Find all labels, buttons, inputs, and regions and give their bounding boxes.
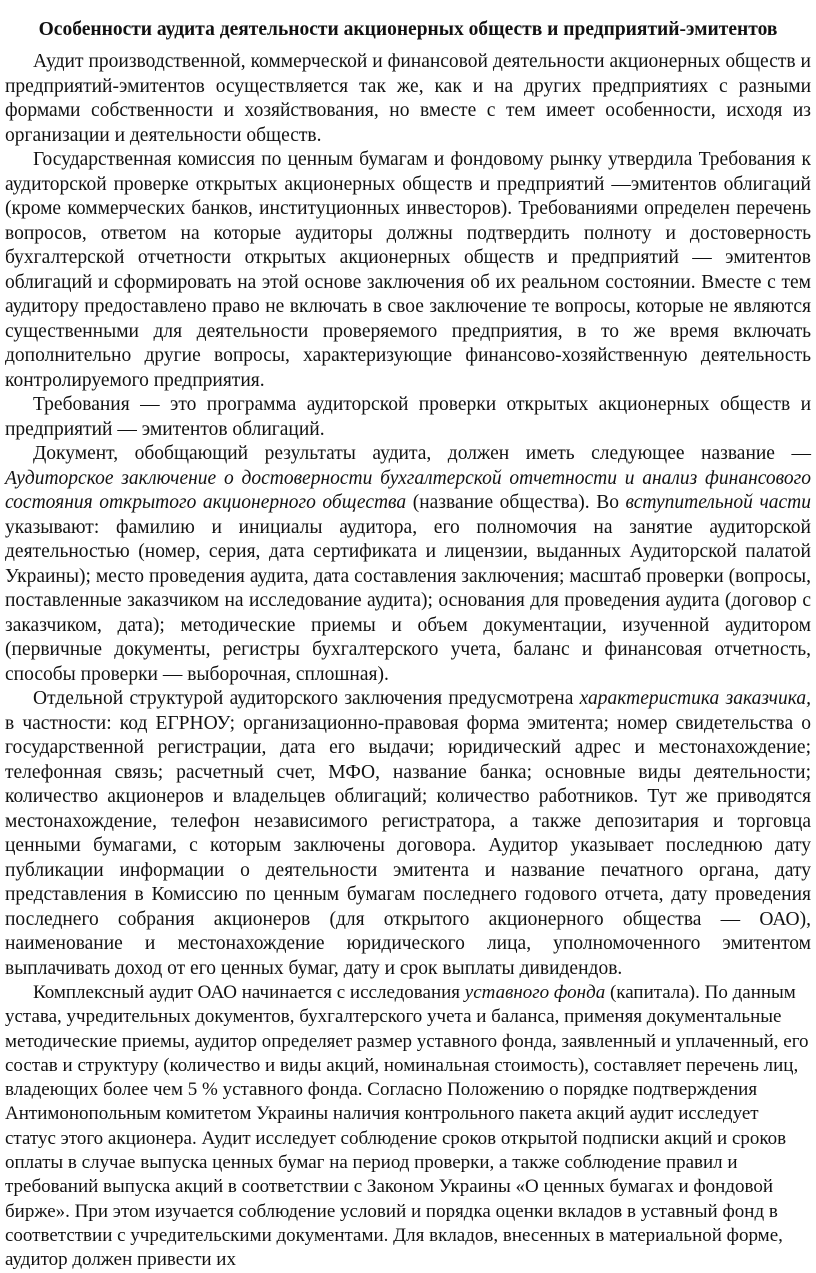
- document-title: Особенности аудита деятельности акционерных обществ и предприятий-эмитентов: [38, 19, 778, 40]
- italic-report-title: Аудиторское заключение о достоверности бухгалтерской отчетности и анализ финансового состояния открытого акционерного общества: [5, 467, 811, 513]
- paragraph-document-name: [5, 442, 811, 687]
- paragraph-intro: Аудит производственной, коммерческой и финансовой деятельности акционерных обществ и предприятий-эмитентов осуществляется так же, как и на других предприятиях с разными формами собственности и хозяйствования, но вместе с тем имеет особенности, исходя из организации и деятельности обществ.: [5, 51, 811, 146]
- paragraph-text: в частности: код ЕГРНОУ; организационно-правовая форма эмитента; номер свидетельства о государственной регистрации, дата его выдачи; юридический адрес и местонахождение; телефонная связь; расчетный счет, МФО, название банка; основные виды деятельности; количество акционеров и владельцев облигаций; количество работников. Тут же приводятся местонахождение, телефон независимого регистратора, а также депозитария и торговца ценными бумагами, с которым заключены договора. Аудитор указывает последнюю дату публикации информации о деятельности эмитента и название печатного органа, дату представления в Комиссию по ценным бумагам последнего годового отчета, дату проведения последнего собрания акционеров (для открытого акционерного общества — ОАО), наименование и местонахождение юридического лица, уполномоченного эмитентом выплачивать доход от его ценных бумаг, дату и срок выплаты дивидендов.: [5, 712, 811, 979]
- italic-customer-characteristic: характеристика заказчика,: [579, 688, 811, 709]
- paragraph-authorized-capital: [5, 981, 811, 1273]
- paragraph-text: (капитала). По данным устава, учредительных документов, бухгалтерского учета и баланса, применяя документальные методические приемы, аудитор определяет размер уставного фонда, заявленный и уплаченный, его состав и структуру (количество и виды акций, номинальная стоимость), составляет перечень лиц, владеющих более чем 5 % уставного фонда. Согласно Положению о порядке подтверждения Антимонопольным комитетом Украины наличия контрольного пакета акций аудит исследует статус этого акционера. Аудит исследует соблюдение сроков открытой подписки акций и сроков оплаты в случае выпуска ценных бумаг на период проверки, а также соблюдение правил и требований выпуска акций в соответствии с Законом Украины «О ценных бумагах и фондовой бирже». При этом изучается соблюдение условий и порядка оценки вкладов в уставный фонд в соответствии с учредительскими документами. Для вкладов, внесенных в материальной форме, аудитор должен привести их: [5, 982, 809, 1271]
- paragraph-commission-requirements: Государственная комиссия по ценным бумагам и фондовому рынку утвердила Требования к аудиторской проверке открытых акционерных обществ и предприятий —эмитентов облигаций (кроме коммерческих банков, институционных инвесторов). Требованиями определен перечень вопросов, ответом на которые аудиторы должны подтвердить полноту и достоверность бухгалтерской отчетности открытых акционерных обществ и предприятий — эмитентов облигаций и сформировать на этой основе заключения об их реальном состоянии. Вместе с тем аудитору предоставлено право не включать в свое заключение те вопросы, которые не являются существенными для деятельности проверяемого предприятия, в то же время включать дополнительно другие вопросы, характеризующие финансово-хозяйственную деятельность контролируемого предприятия.: [5, 149, 811, 391]
- paragraph-text: Документ, обобщающий результаты аудита, должен иметь следующее название —: [33, 443, 811, 464]
- paragraph-customer-characteristics: [5, 687, 811, 981]
- italic-introductory-part: вступительной части: [625, 492, 812, 513]
- paragraph-text: Комплексный аудит ОАО начинается с исследования: [33, 982, 465, 1003]
- paragraph-text: указывают: фамилию и инициалы аудитора, его полномочия на занятие аудиторской деятельностью (номер, серия, дата сертификата и лицензии, выданных Аудиторской палатой Украины); место проведения аудита, дата составления заключения; масштаб проверки (вопросы, поставленные заказчиком на исследование аудита); основания для проведения аудита (договор с заказчиком, дата); методические приемы и объем документации, изученной аудитором (первичные документы, регистры бухгалтерского учета, баланс и финансовая отчетность, способы проверки — выборочная, сплошная).: [5, 516, 811, 685]
- paragraph-text: (название общества). Во: [406, 492, 626, 513]
- paragraph-requirements-program: Требования — это программа аудиторской проверки открытых акционерных обществ и предприятий — эмитентов облигаций.: [5, 394, 811, 440]
- italic-authorized-fund: уставного фонда: [464, 982, 606, 1003]
- paragraph-text: Отдельной структурой аудиторского заключения предусмотрена: [33, 688, 580, 709]
